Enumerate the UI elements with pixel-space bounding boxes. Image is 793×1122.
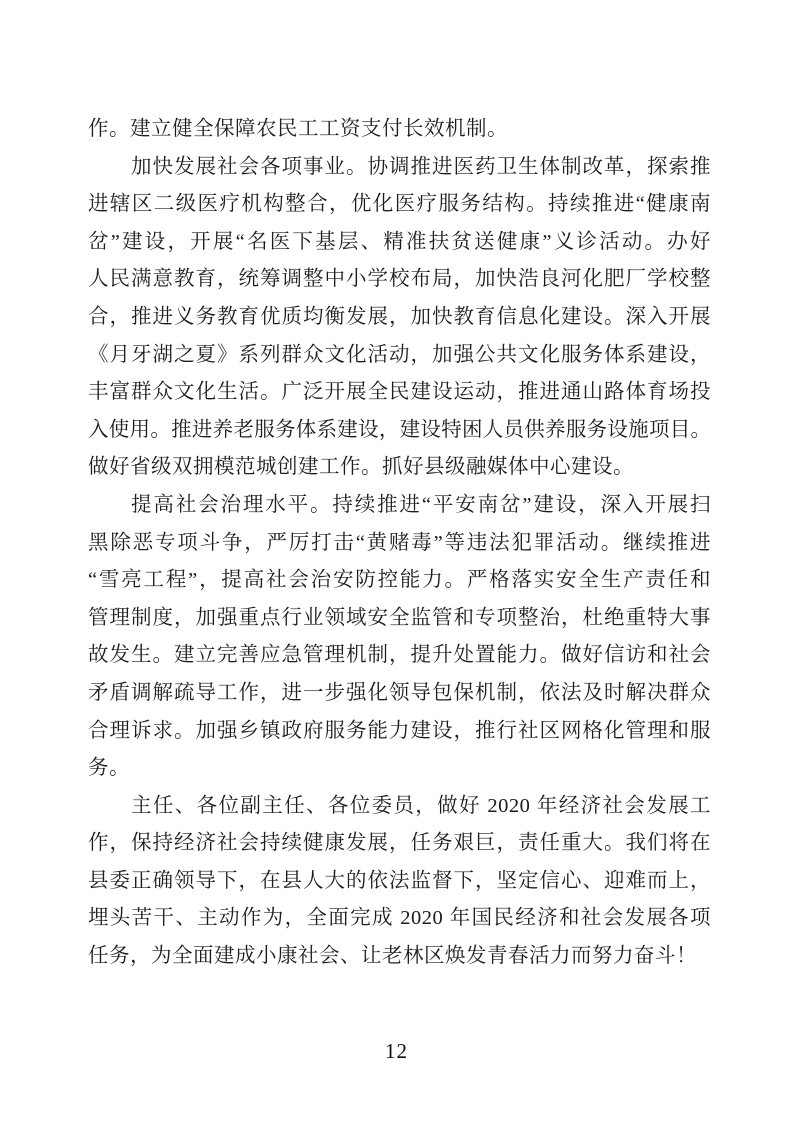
text-line: 合，推进义务教育优质均衡发展，加快教育信息化建设。深入开展 (88, 305, 711, 328)
paragraph-1 (88, 111, 711, 149)
text-line: 埋头苦干、主动作为，全面完成 2020 年国民经济和社会发展各项 (88, 907, 711, 930)
text-line: 人民满意教育，统筹调整中小学校布局，加快浩良河化肥厂学校整 (88, 268, 711, 291)
page-number: 12 (385, 1039, 408, 1063)
text-line: 黑除恶专项斗争，严厉打击“黄赌毒”等违法犯罪活动。继续推进 (88, 531, 711, 554)
text-line: 故发生。建立完善应急管理机制，提升处置能力。做好信访和社会 (88, 644, 711, 667)
paragraph-3 (88, 487, 711, 788)
text-line: 进辖区二级医疗机构整合，优化医疗服务结构。持续推进“健康南 (88, 193, 711, 216)
text-line: 入使用。推进养老服务体系建设，建设特困人员供养服务设施项目。 (88, 418, 711, 441)
paragraph-2 (88, 149, 711, 487)
page-footer (0, 1039, 793, 1064)
text-line: 合理诉求。加强乡镇政府服务能力建设，推行社区网格化管理和服 (88, 719, 711, 742)
text-line: 主任、各位副主任、各位委员，做好 2020 年经济社会发展工 (131, 794, 711, 817)
text-line: 《月牙湖之夏》系列群众文化活动，加强公共文化服务体系建设， (88, 343, 711, 366)
text-line: 提高社会治理水平。持续推进“平安南岔”建设，深入开展扫 (131, 493, 711, 516)
text-line: 作，保持经济社会持续健康发展，任务艰巨，责任重大。我们将在 (88, 832, 711, 855)
text-line: “雪亮工程”，提高社会治安防控能力。严格落实安全生产责任和 (88, 569, 711, 592)
text-line: 加快发展社会各项事业。协调推进医药卫生体制改革，探索推 (131, 155, 711, 178)
text-line: 管理制度，加强重点行业领域安全监管和专项整治，杜绝重特大事 (88, 606, 711, 629)
text-line: 任务，为全面建成小康社会、让老林区焕发青春活力而努力奋斗！ (88, 945, 697, 968)
text-line: 矛盾调解疏导工作，进一步强化领导包保机制，依法及时解决群众 (88, 681, 711, 704)
text-line: 丰富群众文化生活。广泛开展全民建设运动，推进通山路体育场投 (88, 381, 711, 404)
text-line: 做好省级双拥模范城创建工作。抓好县级融媒体中心建设。 (88, 456, 634, 479)
text-line: 务。 (88, 757, 130, 780)
document-body (88, 111, 711, 976)
text-line: 岔”建设，开展“名医下基层、精准扶贫送健康”义诊活动。办好 (88, 230, 711, 253)
text-line: 作。建立健全保障农民工工资支付长效机制。 (88, 118, 508, 140)
paragraph-4 (88, 788, 711, 976)
text-line: 县委正确领导下，在县人大的依法监督下，坚定信心、迎难而上， (88, 869, 711, 892)
